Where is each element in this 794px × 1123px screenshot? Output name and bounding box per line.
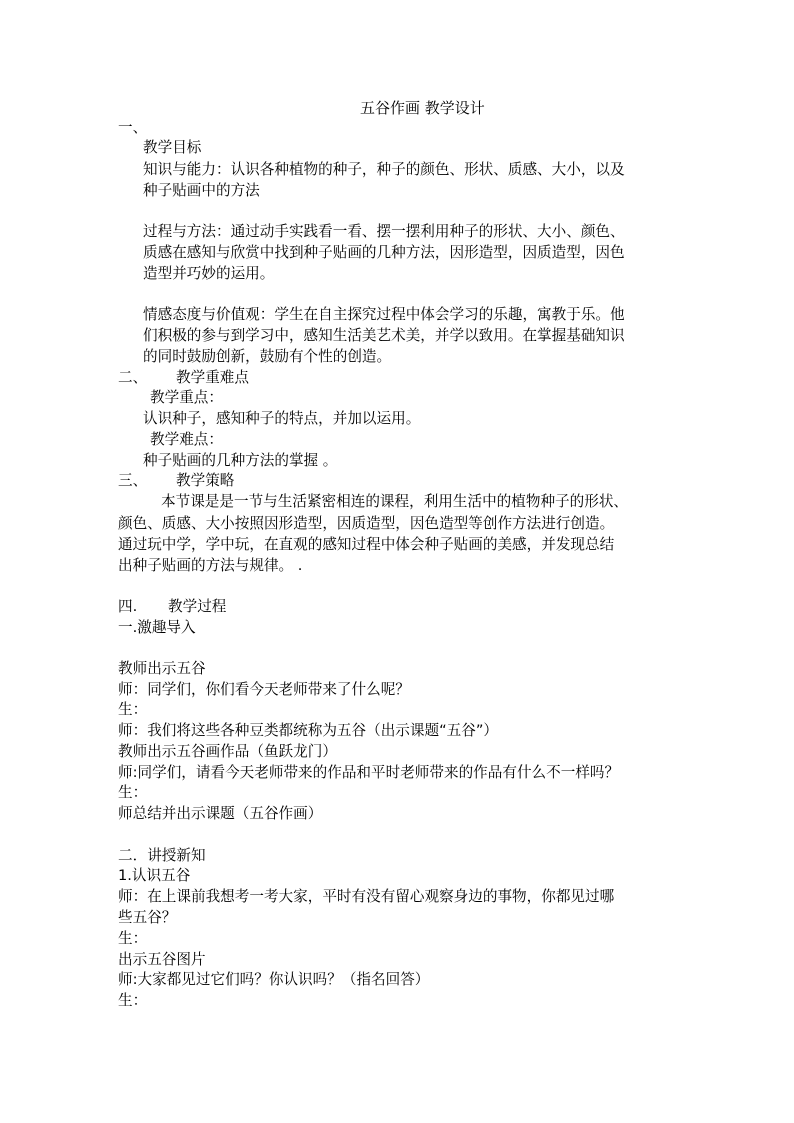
dialogue-line: 师:同学们，请看今天老师带来的作品和平时老师带来的作品有什么不一样吗？ xyxy=(118,764,620,781)
paragraph-line: 通过玩中学，学中玩，在直观的感知过程中体会种子贴画的美感，并发现总结 xyxy=(118,536,615,553)
section1-number: 一、 xyxy=(118,119,148,136)
dialogue-line: 生： xyxy=(118,992,148,1009)
dialogue-line: 生： xyxy=(118,701,148,718)
paragraph-line: 出种子贴画的方法与规律。 . xyxy=(118,557,303,574)
dialogue-line: 师：同学们，你们看今天老师带来了什么呢？ xyxy=(118,681,410,698)
paragraph-line: 知识与能力：认识各种植物的种子，种子的颜色、形状、质感、大小，以及 xyxy=(143,161,625,178)
paragraph-line: 情感态度与价值观：学生在自主探究过程中体会学习的乐趣，寓教于乐。他 xyxy=(143,306,625,323)
part2-title: 二．讲授新知 xyxy=(118,847,206,864)
paragraph-line: 种子贴画中的方法 xyxy=(143,182,260,199)
dialogue-line: 生： xyxy=(118,930,148,947)
difficulty-label: 教学难点： xyxy=(150,431,223,448)
section4-heading: 教学过程 xyxy=(168,598,227,615)
difficulty-text: 种子贴画的几种方法的掌握 。 xyxy=(143,452,338,469)
document-title: 五谷作画 教学设计 xyxy=(360,99,485,117)
section2-heading: 教学重难点 xyxy=(176,369,249,386)
dialogue-line: 生： xyxy=(118,784,148,801)
dialogue-line: 师：我们将这些各种豆类都统称为五谷（出示课题“五谷”） xyxy=(118,722,498,739)
paragraph-line: 颜色、质感、大小按照因形造型，因质造型，因色造型等创作方法进行创造。 xyxy=(118,515,615,532)
part1-title: 一.激趣导入 xyxy=(118,619,196,636)
focus-label: 教学重点： xyxy=(150,389,223,406)
dialogue-line: 出示五谷图片 xyxy=(118,951,206,968)
paragraph-line: 的同时鼓励创新，鼓励有个性的创造。 xyxy=(143,348,392,365)
paragraph-line: 质感在感知与欣赏中找到种子贴画的几种方法，因形造型，因质造型，因色 xyxy=(143,244,625,261)
paragraph-line: 造型并巧妙的运用。 xyxy=(143,265,275,282)
dialogue-line: 师：在上课前我想考一考大家，平时有没有留心观察身边的事物，你都见过哪 xyxy=(118,888,615,905)
section4-number: 四. xyxy=(118,598,138,615)
section3-number: 三、 xyxy=(118,472,148,489)
focus-text: 认识种子，感知种子的特点，并加以运用。 xyxy=(143,410,421,427)
section3-heading: 教学策略 xyxy=(176,472,235,489)
section2-number: 二、 xyxy=(118,369,148,386)
paragraph-line: 过程与方法：通过动手实践看一看、摆一摆利用种子的形状、大小、颜色、 xyxy=(143,223,625,240)
dialogue-line: 1.认识五谷 xyxy=(118,867,191,884)
section1-heading: 教学目标 xyxy=(143,139,202,156)
paragraph-line: 本节课是是一节与生活紧密相连的课程，利用生活中的植物种子的形状、 xyxy=(161,493,629,510)
dialogue-line: 师:大家都见过它们吗？你认识吗？（指名回答） xyxy=(118,971,430,988)
dialogue-line: 些五谷？ xyxy=(118,909,177,926)
dialogue-line: 师总结并出示课题（五谷作画） xyxy=(118,805,323,822)
dialogue-line: 教师出示五谷 xyxy=(118,660,206,677)
paragraph-line: 们积极的参与到学习中，感知生活美艺术美，并学以致用。在掌握基础知识 xyxy=(143,327,625,344)
dialogue-line: 教师出示五谷画作品（鱼跃龙门） xyxy=(118,743,337,760)
